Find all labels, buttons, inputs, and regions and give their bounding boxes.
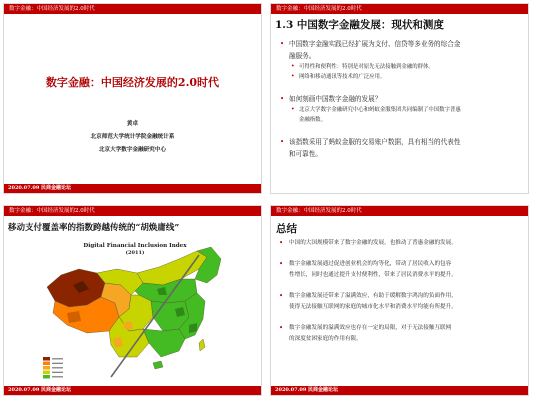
bullet-text-line: • 该指数采用了蚂蚁金服的交易账户数据，具有相当的代表性 — [289, 138, 461, 146]
legend-swatch — [43, 375, 50, 379]
slide-heading: 1.3 中国数字金融发展：现状和测度 — [275, 19, 444, 31]
slide-thumbnail-1[interactable] — [3, 3, 262, 194]
sub-bullet-item — [279, 105, 519, 125]
map-legend — [43, 357, 63, 379]
bullet-item — [279, 136, 519, 160]
bullet-item — [277, 291, 521, 313]
affiliation-2: 北京大学数字金融研究中心 — [98, 147, 167, 153]
sub-bullet-text-line: 金融指数。 — [299, 117, 326, 123]
affiliation-1: 北京师范大学统计学院金融统计系 — [90, 134, 175, 140]
map-subtitle: (2011) — [125, 250, 145, 256]
legend-swatch — [43, 362, 50, 366]
slide-heading: 总结 — [276, 223, 297, 235]
bullet-text-line: • 中国数字金融实践已经扩展为支付、信贷等多业务的综合金 — [289, 40, 461, 48]
legend-swatch — [43, 366, 50, 370]
slide-title: 数字金融：中国经济发展的2.0时代 — [45, 76, 220, 89]
bullet-text-line: • 数字金融发展通过促进创业机会的均等化，带动了居民收入的包容 — [289, 261, 452, 267]
sub-bullet-item: • 可得性和便利性：特别是对原先无法接触到金融的群体。 — [279, 62, 519, 72]
slide-thumbnail-4[interactable] — [270, 205, 529, 396]
bullet-item — [277, 238, 521, 249]
bullet-text-line: • 数字金融发展还带来了溢满效应，有助于缓解数字鸿沟的负面作用， — [289, 293, 457, 299]
header-bar: 数字金融：中国经济发展的2.0时代 — [4, 206, 261, 216]
bullet-item — [277, 259, 521, 281]
header-bar: 数字金融：中国经济发展的2.0时代 — [271, 4, 528, 14]
slide-thumbnail-3[interactable] — [3, 205, 262, 396]
bullet-item — [279, 38, 519, 62]
bullet-text-line: 使得无法接触互联网的家庭的城市化水平和消费水平均能有所提升。 — [289, 304, 457, 310]
sub-bullet-item: • 网络和移动通讯等技术的广泛应用。 — [279, 72, 519, 82]
footer-bar: 2020.07.09 民商金融论坛 — [4, 386, 261, 395]
footer-bar: 2020.07.09 民商金融论坛 — [271, 386, 528, 395]
slide-heading: 移动支付覆盖率的指数跨越传统的“胡焕庸线” — [8, 223, 180, 233]
bullet-item — [277, 323, 521, 345]
author-name: 黄卓 — [126, 121, 139, 127]
bullet-text-line: • 中国的大国规模带来了数字金融的发展，也推动了普惠金融的发展。 — [289, 240, 457, 246]
bullet-text-line: 性增长，同时也通过提升支付便利性，带来了居民消费水平的提升。 — [289, 272, 457, 278]
bullet-list — [279, 38, 519, 160]
sub-bullet-text-line: • 北京大学数字金融研究中心和蚂蚁金服集团共同编制了中国数字普惠 — [299, 107, 461, 113]
legend-swatch — [43, 357, 50, 361]
bullet-item: • 如何刻画中国数字金融的发展？ — [279, 93, 519, 105]
footer-bar: 2020.07.09 民商金融论坛 — [4, 184, 261, 193]
map-regions — [47, 247, 221, 369]
map-title: Digital Financial Inclusion Index — [83, 243, 187, 249]
legend-swatch — [43, 371, 50, 375]
bullet-list — [277, 238, 521, 345]
header-bar: 数字金融：中国经济发展的2.0时代 — [4, 4, 261, 14]
china-choropleth-map — [39, 239, 229, 389]
bullet-text-line: 融服务。 — [289, 52, 316, 60]
slide-thumbnail-2[interactable] — [270, 3, 529, 194]
header-bar: 数字金融：中国经济发展的2.0时代 — [271, 206, 528, 216]
bullet-text-line: 和可靠性。 — [289, 150, 322, 158]
bullet-text-line: • 数字金融发展的溢满效应也存在一定的局限，对于无法接触互联网 — [289, 325, 452, 331]
bullet-text-line: 的深度贫困家庭的作用有限。 — [289, 336, 362, 342]
